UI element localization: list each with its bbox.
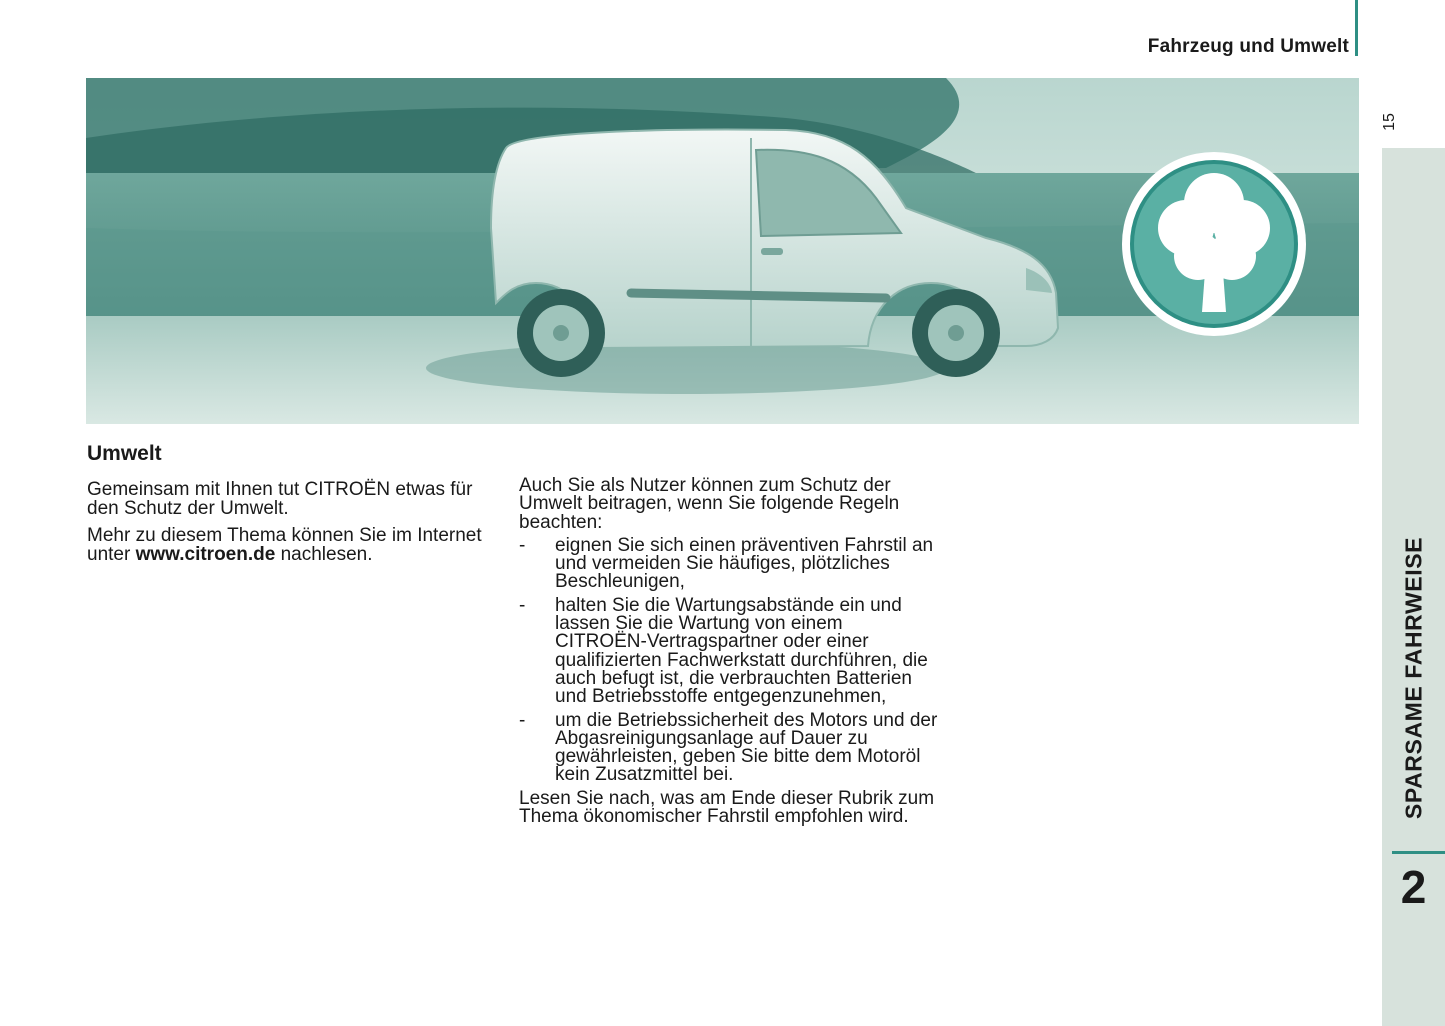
banner-illustration <box>86 78 1359 424</box>
section-heading: Umwelt <box>87 442 162 465</box>
page-number: 15 <box>1381 113 1398 131</box>
header-rule <box>1355 0 1358 56</box>
section-title: Fahrzeug und Umwelt <box>1147 36 1349 57</box>
chapter-tab <box>1382 148 1445 1026</box>
website-link[interactable]: www.citroen.de <box>135 544 276 565</box>
chapter-tab-label: SPARSAME FAHRWEISE <box>1400 536 1426 820</box>
list-item: - eignen Sie sich einen präventiven Fahrstil an und vermeiden Sie häufiges, plötzliches Beschleunigen, <box>519 534 934 593</box>
right-column <box>519 477 939 831</box>
rules-outro: Lesen Sie nach, was am Ende dieser Rubrik zum Thema ökonomischer Fahrstil empfohlen wird. <box>519 787 935 828</box>
rules-intro: Auch Sie als Nutzer können zum Schutz der Umwelt beitragen, wenn Sie folgende Regeln beachten: <box>519 475 900 533</box>
website-paragraph: Mehr zu diesem Thema können Sie im Internet unter www.citroen.de nachlesen. <box>87 525 482 565</box>
banner-image <box>86 78 1359 424</box>
intro-paragraph: Gemeinsam mit Ihnen tut CITROËN etwas für den Schutz der Umwelt. <box>87 479 473 519</box>
list-item: - um die Betriebssicherheit des Motors und der Abgasreinigungsanlage auf Dauer zu gewährleisten, geben Sie bitte dem Motoröl kein Zusatzmittel bei. <box>519 709 938 786</box>
chapter-tab-divider <box>1392 851 1445 854</box>
left-column <box>87 442 487 572</box>
list-item: - halten Sie die Wartungsabstände ein und lassen Sie die Wartung von einem CITROËN-Vertragspartner oder einer qualifizierten Fachwerkstatt durchführen, die auch befugt ist, die verbrauchten Batterien und Betriebsstoffe entgegenzunehmen, <box>519 594 928 708</box>
tree-icon <box>1122 152 1306 336</box>
chapter-number: 2 <box>1400 861 1427 913</box>
rules-list <box>519 534 939 786</box>
